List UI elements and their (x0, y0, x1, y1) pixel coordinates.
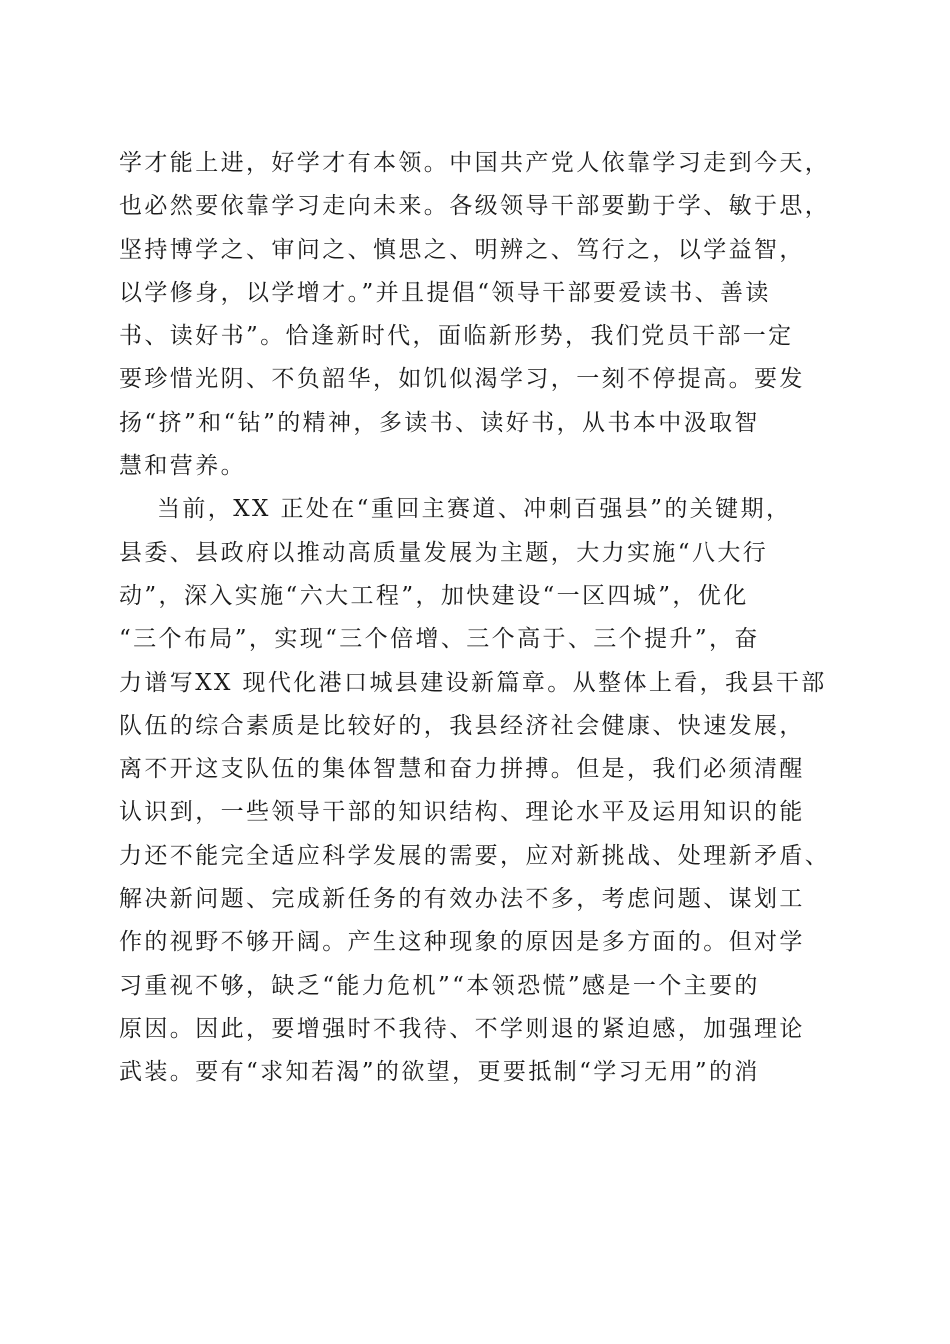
text-line: 动”，深入实施“六大工程”，加快建设“一区四城”，优化 (119, 582, 749, 609)
text-line: 慧和营养。 (119, 453, 246, 480)
text-line: 坚持博学之、审问之、慎思之、明辨之、笃行之，以学益智， (119, 236, 805, 263)
text-line: 以学修身，以学增才。”并且提倡“领导干部要爱读书、善读 (119, 279, 771, 306)
paragraph-2 (119, 488, 839, 1094)
text-line: “三个布局”，实现“三个倍增、三个高于、三个提升”，奋 (119, 626, 760, 653)
text-line: 作的视野不够开阔。产生这种现象的原因是多方面的。但对学 (119, 929, 805, 956)
text-line: 习重视不够，缺乏“能力危机”“本领恐慌”感是一个主要的 (119, 972, 760, 999)
text-line: 解决新问题、完成新任务的有效办法不多，考虑问题、谋划工 (119, 886, 805, 913)
text-line: 力还不能完全适应科学发展的需要，应对新挑战、处理新矛盾、 (119, 842, 831, 869)
text-line: 县委、县政府以推动高质量发展为主题，大力实施“八大行 (119, 539, 769, 566)
text-line: 也必然要依靠学习走向未来。各级领导干部要勤于学、敏于思， (119, 193, 831, 220)
text-line: 扬“挤”和“钻”的精神，多读书、读好书，从书本中汲取智 (119, 409, 760, 436)
text-line: 队伍的综合素质是比较好的，我县经济社会健康、快速发展， (119, 712, 805, 739)
text-line: 武装。要有“求知若渴”的欲望，更要抵制“学习无用”的消 (119, 1059, 760, 1086)
text-line: 认识到，一些领导干部的知识结构、理论水平及运用知识的能 (119, 799, 805, 826)
text-line: 要珍惜光阴、不负韶华，如饥似渴学习，一刻不停提高。要发 (119, 366, 805, 393)
text-line: 离不开这支队伍的集体智慧和奋力拼搏。但是，我们必须清醒 (119, 756, 805, 783)
text-line: 学才能上进，好学才有本领。中国共产党人依靠学习走到今天， (119, 150, 831, 176)
body-text (119, 142, 839, 1095)
text-line: 书、读好书”。恰逢新时代，面临新形势，我们党员干部一定 (119, 323, 794, 350)
text-line: 原因。因此，要增强时不我待、不学则退的紧迫感，加强理论 (119, 1015, 805, 1042)
text-line: 当前，XX 正处在“重回主赛道、冲刺百强县”的关键期， (157, 496, 792, 523)
text-line: 力谱写XX 现代化港口城县建设新篇章。从整体上看，我县干部 (119, 669, 827, 696)
paragraph-1 (119, 142, 839, 488)
